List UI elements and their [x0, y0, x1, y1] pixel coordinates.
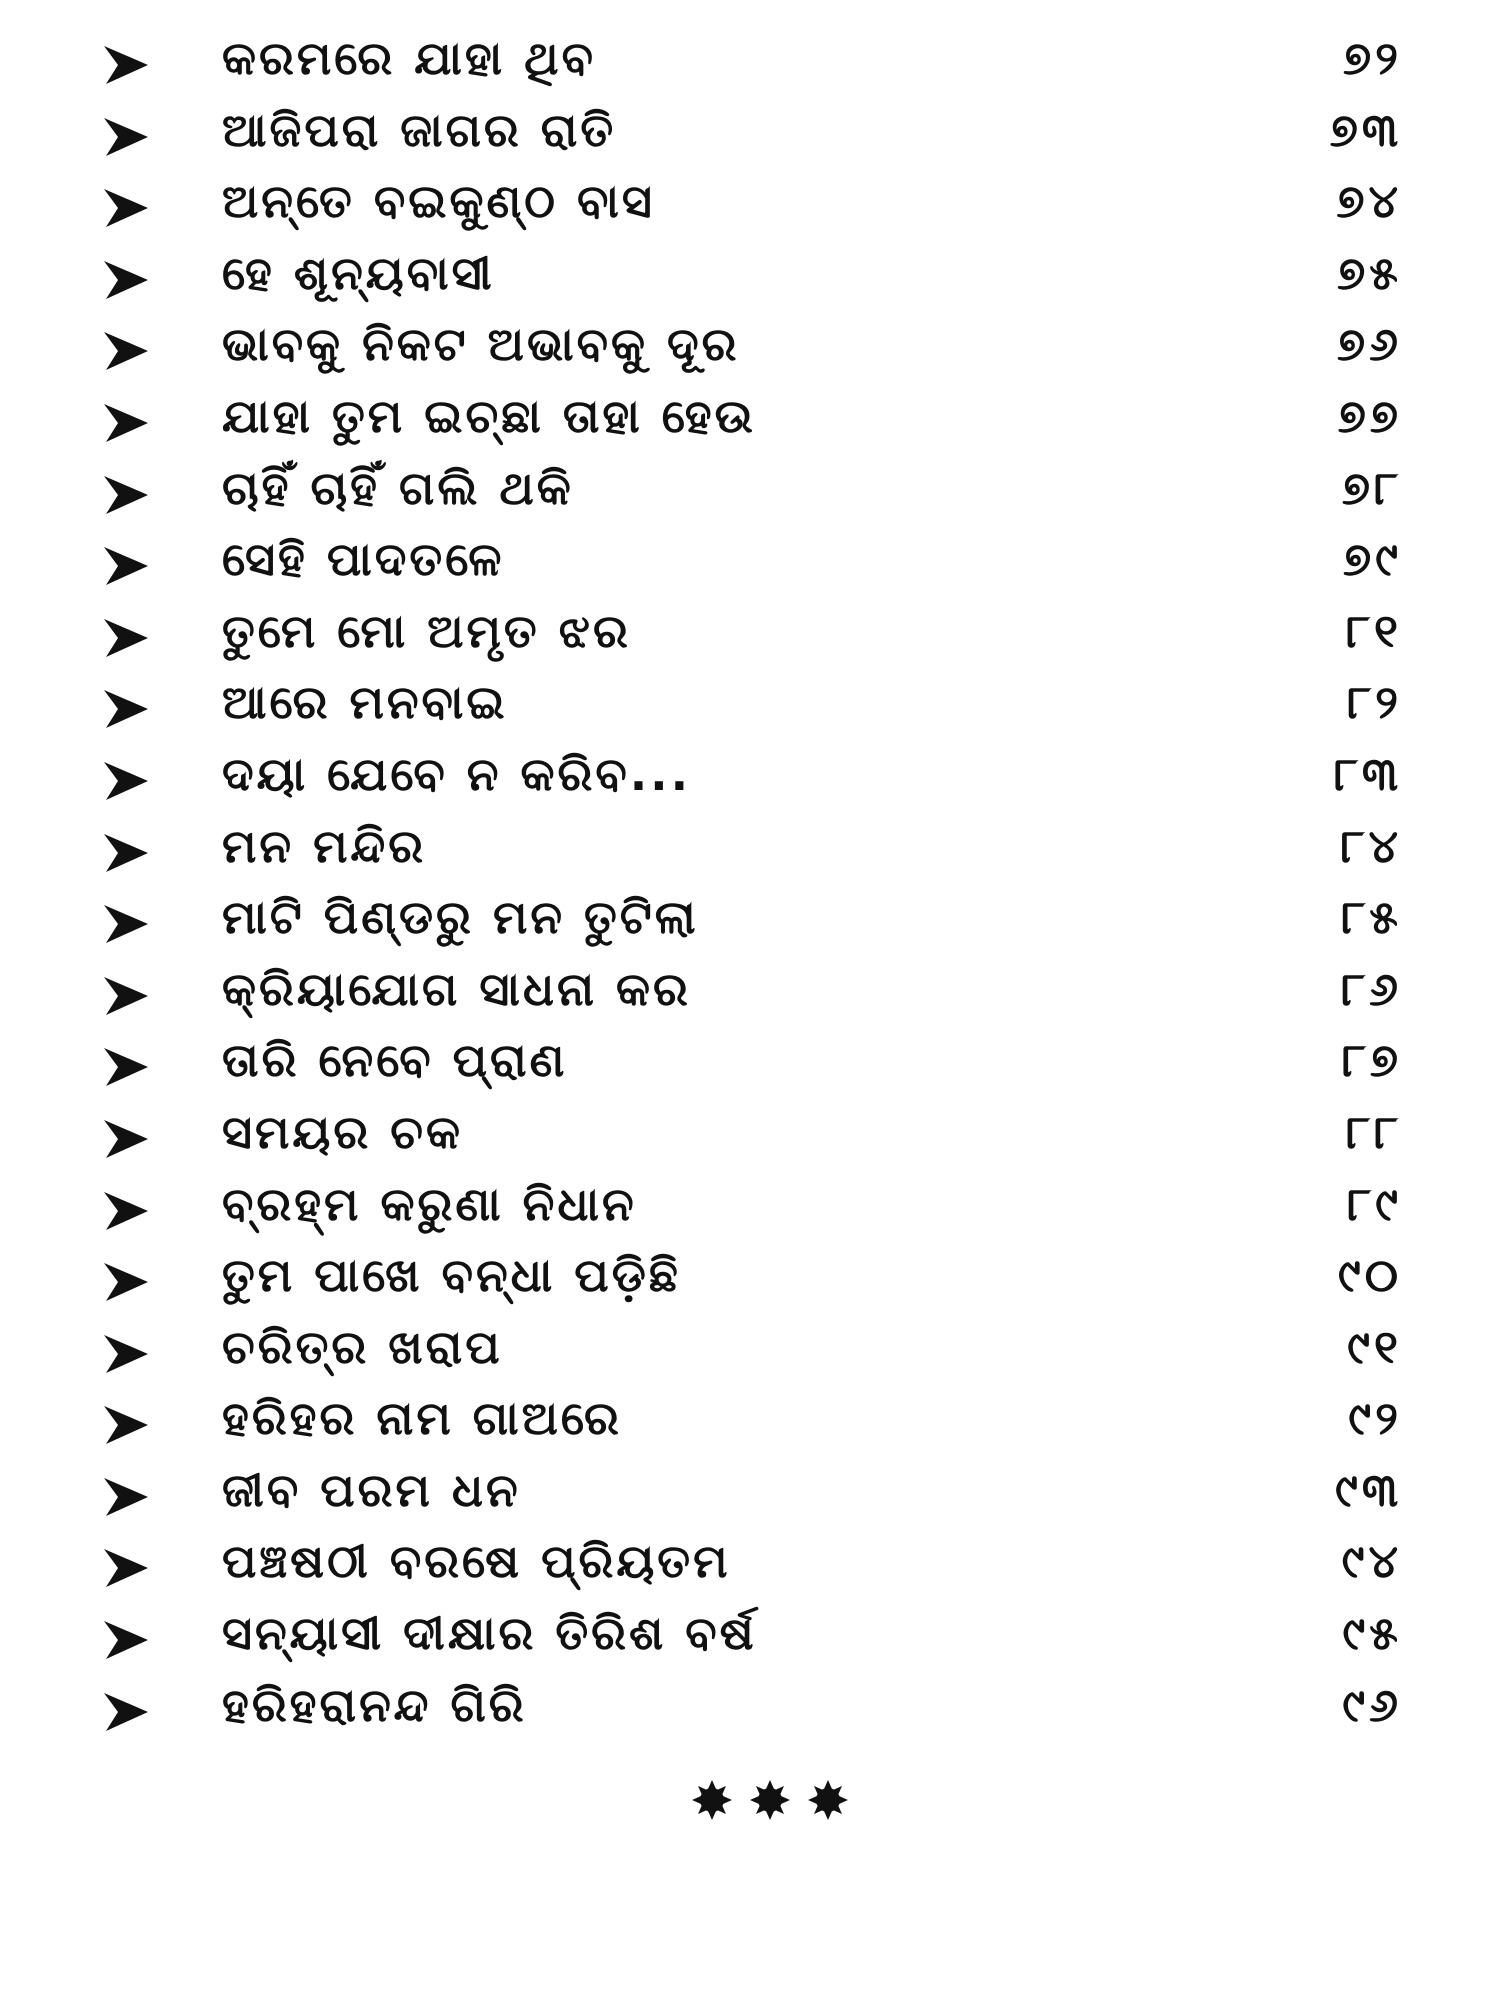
arrowhead-bullet-icon: [102, 1404, 150, 1446]
toc-entry: [100, 1525, 1420, 1597]
toc-entry-title: ହରିହରାନନ୍ଦ ଗିରି: [222, 1677, 527, 1732]
toc-entry-page-number: ୭୪: [1336, 174, 1402, 229]
toc-entry: [100, 595, 1420, 667]
arrowhead-bullet-icon: [102, 760, 150, 802]
toc-entry-title: ମନ ମନ୍ଦିର: [222, 818, 427, 873]
toc-entry-title: ସମୟର ଚକ: [222, 1104, 463, 1159]
arrowhead-bullet-icon: [102, 402, 150, 444]
toc-entry: [100, 1597, 1420, 1669]
toc-entry-title: ମାଟି ପିଣ୍ଡରୁ ମନ ତୁଟିଲା: [222, 890, 699, 945]
toc-entry: [100, 1096, 1420, 1168]
toc-entry-page-number: ୭୩: [1329, 102, 1402, 157]
toc-entry: [100, 1382, 1420, 1454]
toc-entry-page-number: ୯୫: [1342, 1606, 1402, 1661]
toc-entry: [100, 165, 1420, 237]
toc-entry-title: ହରିହର ନାମ ଗାଅରେ: [222, 1391, 622, 1446]
arrowhead-bullet-icon: [102, 975, 150, 1017]
toc-entry-title: ହେ ଶୂନ୍ୟବାସୀ: [222, 245, 495, 300]
table-of-contents: [100, 22, 1420, 1740]
toc-entry-title: ଚାହିଁ ଚାହିଁ ଗଲି ଥକି: [222, 460, 574, 515]
toc-entry: [100, 738, 1420, 810]
toc-entry-page-number: ୮୩: [1333, 746, 1402, 801]
toc-entry-page-number: ୮୧: [1346, 603, 1402, 658]
toc-entry-page-number: ୭୬: [1336, 317, 1402, 372]
toc-entry: [100, 1669, 1420, 1741]
toc-entry-page-number: ୭୮: [1341, 460, 1402, 515]
toc-entry-title: ଜୀବ ପରମ ଧନ: [222, 1462, 521, 1517]
arrowhead-bullet-icon: [102, 545, 150, 587]
arrowhead-bullet-icon: [102, 1046, 150, 1088]
toc-entry: [100, 1168, 1420, 1240]
toc-entry-title: ସେହି ପାଦତଳେ: [222, 532, 505, 587]
toc-entry-title: ପଞ୍ଚଷଠୀ ବରଷେ ପ୍ରିୟତମ: [222, 1534, 731, 1589]
arrowhead-bullet-icon: [102, 44, 150, 86]
arrowhead-bullet-icon: [102, 1619, 150, 1661]
arrowhead-bullet-icon: [102, 116, 150, 158]
toc-entry-title: ତୁମେ ମୋ ଅମୃତ ଝର: [222, 603, 631, 658]
toc-entry-page-number: ୮୯: [1347, 1176, 1402, 1231]
toc-entry: [100, 1311, 1420, 1383]
toc-entry-page-number: ୯୬: [1342, 1677, 1402, 1732]
toc-entry-title: ତୁମ ପାଖେ ବନ୍ଧା ପଡ଼ିଛି: [222, 1248, 681, 1303]
toc-entry-title: ଅନ୍ତେ ବଇକୁଣ୍ଠ ବାସ: [222, 174, 655, 229]
arrowhead-bullet-icon: [102, 1476, 150, 1518]
toc-entry-title: ଦୟା ଯେବେ ନ କରିବ...: [222, 746, 692, 801]
arrowhead-bullet-icon: [102, 187, 150, 229]
toc-entry-title: ଯାହା ତୁମ ଇଚ୍ଛା ତାହା ହେଉ: [222, 388, 756, 443]
arrowhead-bullet-icon: [102, 330, 150, 372]
toc-entry-title: ସନ୍ୟାସୀ ଦୀକ୍ଷାର ତିରିଶ ବର୍ଷ: [222, 1606, 757, 1661]
toc-entry: [100, 452, 1420, 524]
toc-entry: [100, 237, 1420, 309]
toc-entry-title: ଚରିତ୍ର ଖରାପ: [222, 1319, 503, 1374]
toc-entry-title: କ୍ରିୟାଯୋଗ ସାଧନା କର: [222, 961, 691, 1016]
toc-entry-page-number: ୯୦: [1337, 1248, 1402, 1303]
toc-entry: [100, 810, 1420, 882]
toc-entry-title: ଭାବକୁ ନିକଟ ଅଭାବକୁ ଦୂର: [222, 317, 740, 372]
toc-entry: [100, 1454, 1420, 1526]
toc-entry: [100, 1239, 1420, 1311]
toc-entry: [100, 380, 1420, 452]
arrowhead-bullet-icon: [102, 832, 150, 874]
toc-entry-page-number: ୯୨: [1348, 1391, 1402, 1446]
toc-entry: [100, 953, 1420, 1025]
arrowhead-bullet-icon: [102, 617, 150, 659]
toc-entry-title: ଆରେ ମନବାଇ: [222, 675, 508, 730]
arrowhead-bullet-icon: [102, 1691, 150, 1733]
toc-entry-page-number: ୯୧: [1347, 1319, 1402, 1374]
arrowhead-bullet-icon: [102, 903, 150, 945]
toc-entry-title: ଆଜିପରା ଜାଗର ରାତି: [222, 102, 617, 157]
toc-entry-title: ତାରି ନେବେ ପ୍ରାଣ: [222, 1033, 568, 1088]
arrowhead-bullet-icon: [102, 1190, 150, 1232]
toc-entry-page-number: ୮୨: [1347, 675, 1402, 730]
toc-entry-page-number: ୮୪: [1340, 818, 1402, 873]
toc-entry-page-number: ୭୯: [1342, 532, 1402, 587]
arrowhead-bullet-icon: [102, 1333, 150, 1375]
toc-entry: [100, 1024, 1420, 1096]
toc-entry-page-number: ୮୫: [1341, 890, 1402, 945]
arrowhead-bullet-icon: [102, 1118, 150, 1160]
toc-entry-title: ବ୍ରହ୍ମ କରୁଣା ନିଧାନ: [222, 1176, 637, 1231]
toc-entry-page-number: ୭୨: [1342, 31, 1402, 85]
arrowhead-bullet-icon: [102, 688, 150, 730]
toc-entry: [100, 308, 1420, 380]
toc-entry-page-number: ୭୭: [1337, 388, 1402, 443]
toc-entry-page-number: ୭୫: [1337, 245, 1402, 300]
arrowhead-bullet-icon: [102, 1261, 150, 1303]
arrowhead-bullet-icon: [102, 474, 150, 516]
toc-entry: [100, 881, 1420, 953]
arrowhead-bullet-icon: [102, 259, 150, 301]
toc-entry: [100, 523, 1420, 595]
toc-entry-page-number: ୮୬: [1341, 961, 1402, 1016]
toc-entry: [100, 22, 1420, 94]
toc-entry-title: କରମରେ ଯାହା ଥିବ: [222, 31, 596, 85]
toc-entry-page-number: ୮୭: [1341, 1033, 1402, 1088]
toc-entry-page-number: ୯୩: [1334, 1462, 1402, 1517]
toc-entry-page-number: ୮୮: [1345, 1104, 1402, 1159]
toc-entry: [100, 666, 1420, 738]
three-flower-ornament-icon: [690, 1778, 850, 1822]
arrowhead-bullet-icon: [102, 1547, 150, 1589]
toc-entry-page-number: ୯୪: [1341, 1534, 1402, 1589]
toc-entry: [100, 94, 1420, 166]
